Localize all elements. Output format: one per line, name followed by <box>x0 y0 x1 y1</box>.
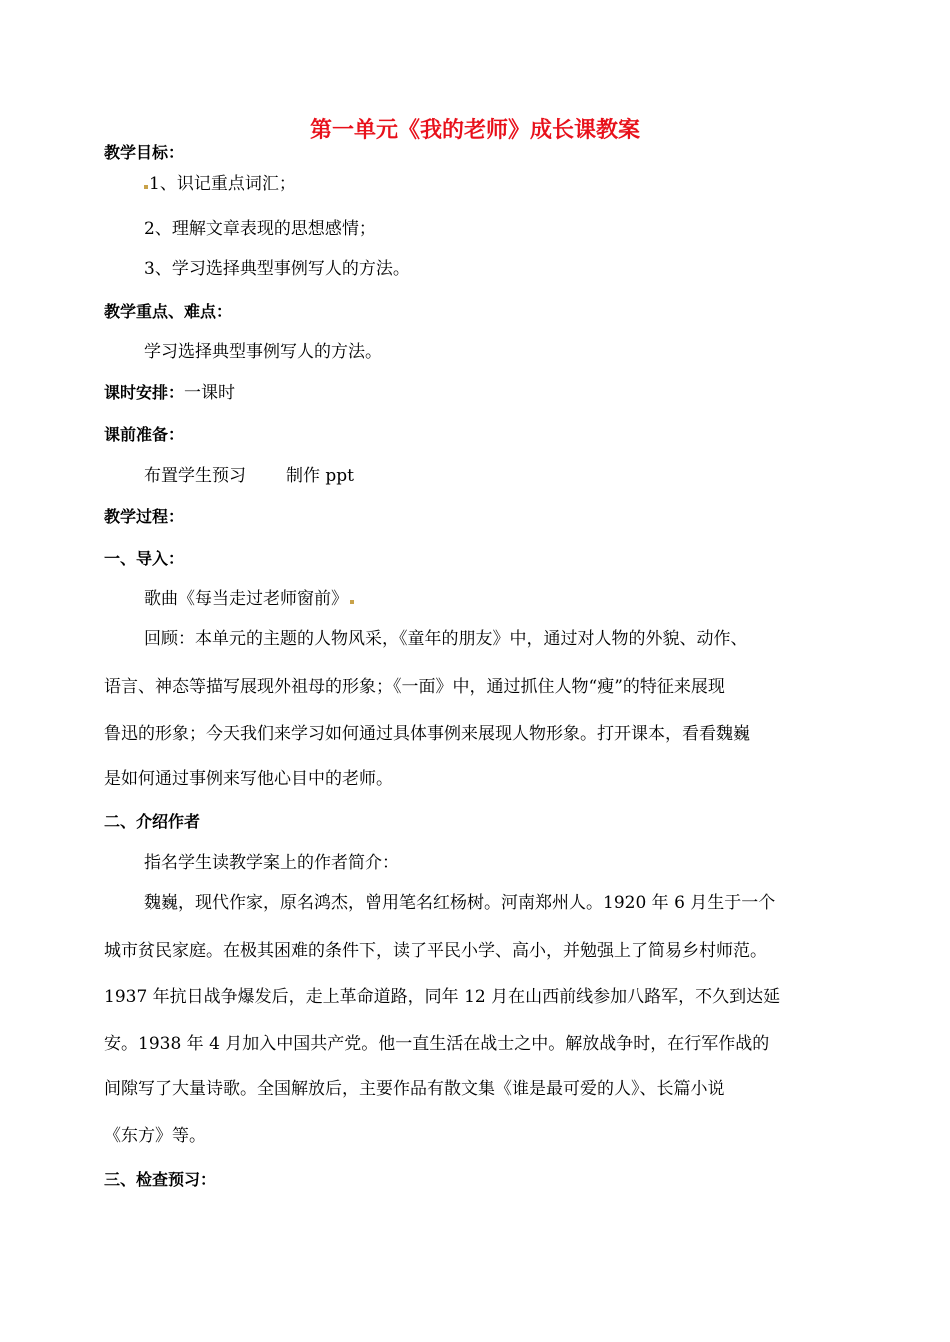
section2-bio-line-5: 间隙写了大量诗歌。全国解放后，主要作品有散文集《谁是最可爱的人》、长篇小说 <box>104 1079 725 1099</box>
preparation-item-2: 制作 ppt <box>286 466 354 486</box>
section2-bio-line-6: 《东方》等。 <box>104 1126 206 1146</box>
objective-item-3: 3、学习选择典型事例写人的方法。 <box>144 259 410 279</box>
section2-intro: 指名学生读教学案上的作者简介： <box>144 853 399 873</box>
section3-heading: 三、检查预习： <box>104 1170 217 1189</box>
section2-heading: 二、介绍作者 <box>104 812 201 831</box>
key-points-text: 学习选择典型事例写人的方法。 <box>144 342 382 362</box>
objective-item-2: 2、理解文章表现的思想感情； <box>144 219 376 239</box>
section1-review-line-2: 语言、神态等描写展现外祖母的形象；《一面》中，通过抓住人物“瘦”的特征来展现 <box>104 677 725 697</box>
section1-heading: 一、导入： <box>104 549 185 568</box>
section1-review-line-4: 是如何通过事例来写他心目中的老师。 <box>104 769 393 789</box>
objective-item-1 <box>144 170 296 198</box>
section1-review-line-3: 鲁迅的形象；今天我们来学习如何通过具体事例来展现人物形象。打开课本，看看魏巍 <box>104 724 750 744</box>
schedule-row <box>104 379 235 407</box>
process-heading: 教学过程： <box>104 507 185 526</box>
schedule-heading: 课时安排： <box>104 383 185 402</box>
key-points-heading: 教学重点、难点： <box>104 302 233 321</box>
preparation-heading: 课前准备： <box>104 425 185 444</box>
section1-review-line-1: 回顾：本单元的主题的人物风采，《童年的朋友》中，通过对人物的外貌、动作、 <box>144 629 748 649</box>
objectives-heading: 教学目标： <box>104 143 185 162</box>
section1-song <box>144 585 355 613</box>
preparation-item-1: 布置学生预习 <box>144 466 246 486</box>
anchor-mark-icon <box>144 185 148 189</box>
section2-bio-line-3: 1937 年抗日战争爆发后，走上革命道路，同年 12 月在山西前线参加八路军，不久到达延 <box>104 987 781 1007</box>
section2-bio-line-2: 城市贫民家庭。在极其困难的条件下，读了平民小学、高小，并勉强上了简易乡村师范。 <box>104 941 767 961</box>
preparation-items <box>144 462 354 490</box>
anchor-mark-icon <box>350 600 354 604</box>
document-title: 第一单元《我的老师》成长课教案 <box>309 118 640 143</box>
section1-song-text: 歌曲《每当走过老师窗前》 <box>144 589 348 609</box>
schedule-value: 一课时 <box>184 383 236 403</box>
section2-bio-line-1: 魏巍，现代作家，原名鸿杰，曾用笔名红杨树。河南郑州人。1920 年 6 月生于一个 <box>144 893 776 913</box>
section2-bio-line-4: 安。1938 年 4 月加入中国共产党。他一直生活在战士之中。解放战争时，在行军作战的 <box>104 1034 770 1054</box>
objective-item-1-text: 1、识记重点词汇； <box>149 174 296 194</box>
